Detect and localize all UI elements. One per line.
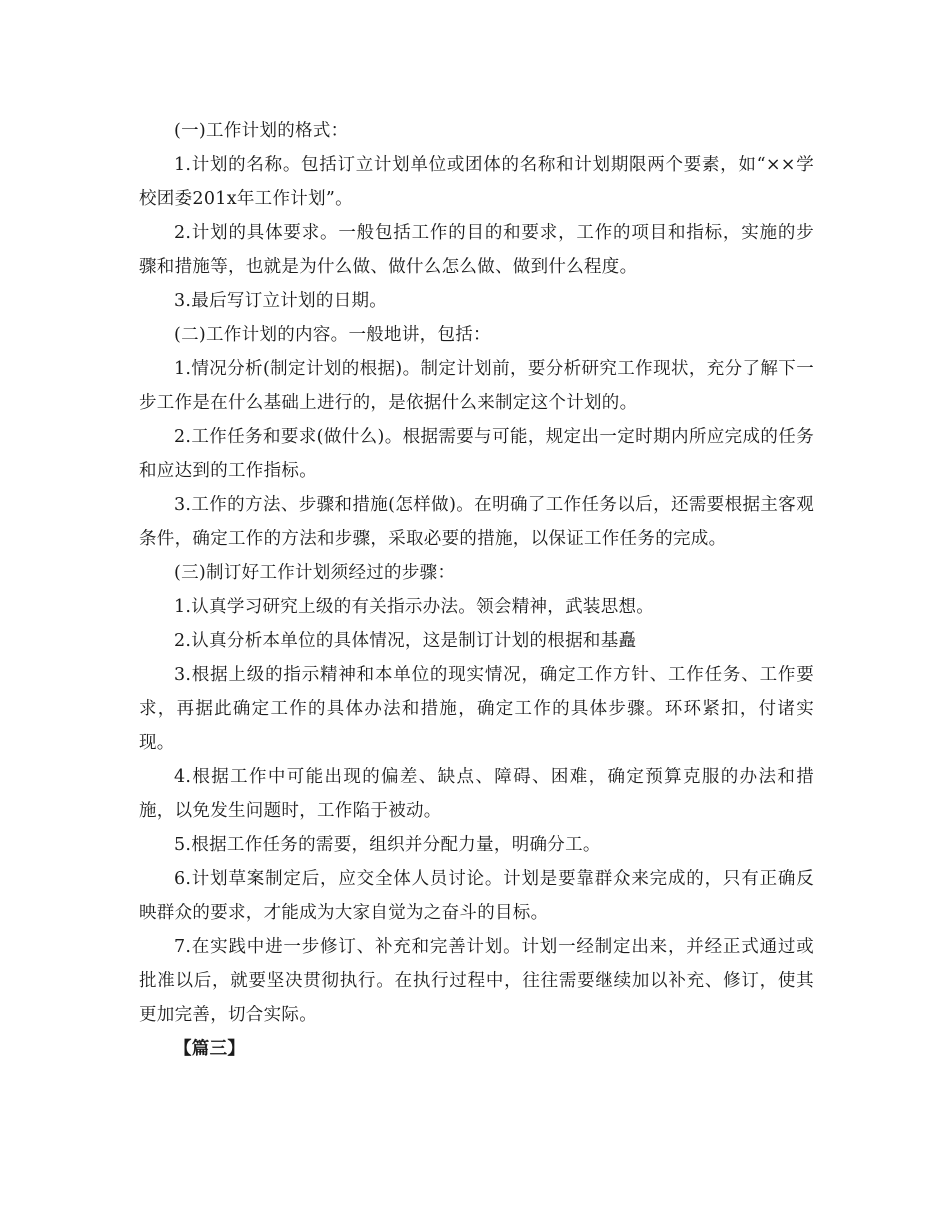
heading-steps: (三)制订好工作计划须经过的步骤： [174,563,456,583]
paragraph: 4.根据工作中可能出现的偏差、缺点、障碍、困难，确定预算克服的办法和措施，以免发生问题时，工作陷于被动。 [139,767,814,821]
paragraph: 1.情况分析(制定计划的根据)。制定计划前，要分析研究工作现状，充分了解下一步工作是在什么基础上进行的，是依据什么来制定这个计划的。 [139,359,814,413]
paragraph: 1.计划的名称。包括订立计划单位或团体的名称和计划期限两个要素，如“××学校团委201x年工作计划”。 [139,155,814,209]
document-body [139,114,814,1066]
paragraph: 3.根据上级的指示精神和本单位的现实情况，确定工作方针、工作任务、工作要求，再据此确定工作的具体办法和措施，确定工作的具体步骤。环环紧扣，付诸实现。 [139,665,814,753]
heading-content: (二)工作计划的内容。一般地讲，包括： [174,325,491,345]
paragraph: 2.认真分析本单位的具体情况，这是制订计划的根据和基矗 [174,631,637,651]
paragraph: 3.最后写订立计划的日期。 [174,291,388,311]
section-tag: 【篇三】 [174,1039,246,1059]
paragraph: 6.计划草案制定后，应交全体人员讨论。计划是要靠群众来完成的，只有正确反映群众的要求，才能成为大家自觉为之奋斗的目标。 [139,869,814,923]
paragraph: 2.计划的具体要求。一般包括工作的目的和要求，工作的项目和指标，实施的步骤和措施等，也就是为什么做、做什么怎么做、做到什么程度。 [139,223,814,277]
paragraph: 7.在实践中进一步修订、补充和完善计划。计划一经制定出来，并经正式通过或批准以后，就要坚决贯彻执行。在执行过程中，往往需要继续加以补充、修订，使其更加完善，切合实际。 [139,937,814,1025]
paragraph: 5.根据工作任务的需要，组织并分配力量，明确分工。 [174,835,601,855]
paragraph: 1.认真学习研究上级的有关指示办法。领会精神，武装思想。 [174,597,655,617]
paragraph: 2.工作任务和要求(做什么)。根据需要与可能，规定出一定时期内所应完成的任务和应达到的工作指标。 [139,427,814,481]
paragraph: 3.工作的方法、步骤和措施(怎样做)。在明确了工作任务以后，还需要根据主客观条件，确定工作的方法和步骤，采取必要的措施，以保证工作任务的完成。 [139,495,814,549]
heading-format: (一)工作计划的格式： [174,121,349,141]
